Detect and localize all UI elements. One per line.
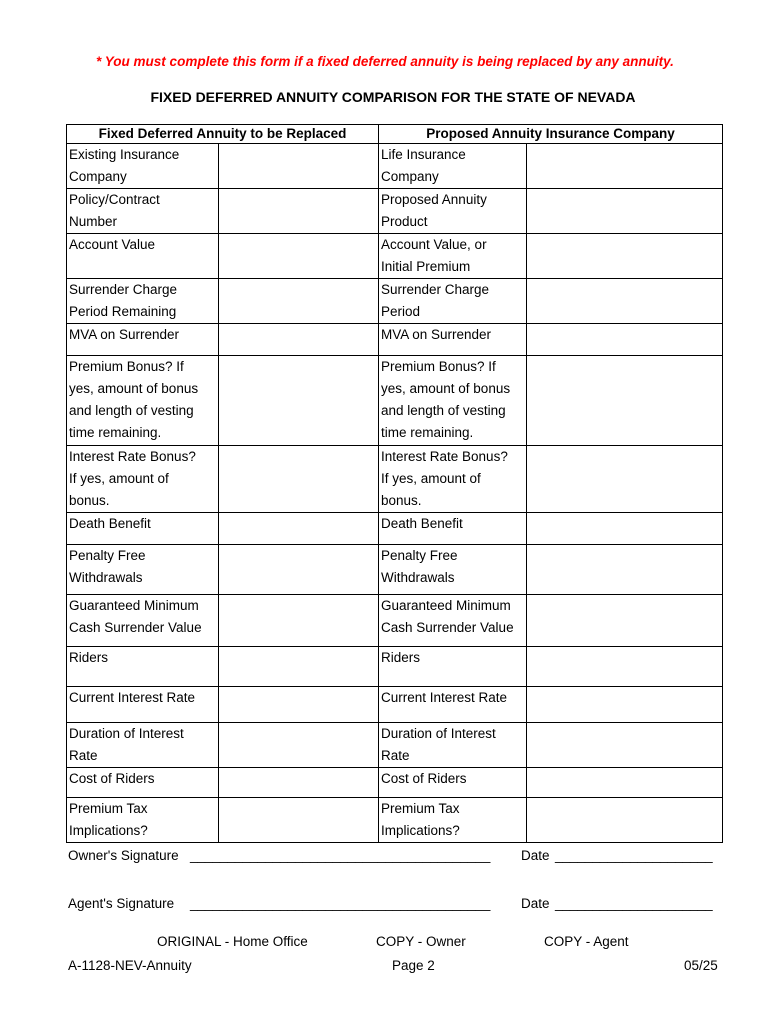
left-label-text: Account Value xyxy=(69,237,156,252)
right-row-label xyxy=(379,356,527,446)
right-entry-field[interactable] xyxy=(527,356,723,446)
right-label-text: Riders xyxy=(381,650,421,665)
left-entry-field[interactable] xyxy=(219,595,379,647)
right-entry-field[interactable] xyxy=(527,234,723,279)
left-label-text: Guaranteed Minimum Cash Surrender Value xyxy=(69,598,202,635)
replacement-notice: * You must complete this form if a fixed deferred annuity is being replaced by any annuity. xyxy=(96,54,674,69)
left-row-label xyxy=(67,687,219,723)
right-entry-field[interactable] xyxy=(527,687,723,723)
left-entry-field[interactable] xyxy=(219,687,379,723)
left-row-label xyxy=(67,647,219,687)
table-row xyxy=(67,446,723,513)
right-row-label xyxy=(379,723,527,768)
table-row xyxy=(67,234,723,279)
distribution-original: ORIGINAL - Home Office xyxy=(157,934,308,949)
right-row-label xyxy=(379,144,527,189)
right-entry-field[interactable] xyxy=(527,144,723,189)
left-label-text: Existing Insurance Company xyxy=(69,147,180,184)
left-entry-field[interactable] xyxy=(219,234,379,279)
table-row xyxy=(67,595,723,647)
right-entry-field[interactable] xyxy=(527,189,723,234)
left-entry-field[interactable] xyxy=(219,768,379,798)
table-row xyxy=(67,647,723,687)
agent-signature-field[interactable]: ________________________________________ xyxy=(190,896,491,911)
agent-date-label: Date xyxy=(521,896,550,911)
left-entry-field[interactable] xyxy=(219,356,379,446)
table-row xyxy=(67,324,723,356)
right-entry-field[interactable] xyxy=(527,513,723,545)
left-label-text: Current Interest Rate xyxy=(69,690,196,705)
right-label-text: Life Insurance Company xyxy=(381,147,466,184)
right-label-text: Current Interest Rate xyxy=(381,690,508,705)
owner-signature-label: Owner's Signature xyxy=(68,848,179,863)
right-row-label xyxy=(379,513,527,545)
left-label-text: MVA on Surrender xyxy=(69,327,180,342)
left-entry-field[interactable] xyxy=(219,513,379,545)
right-entry-field[interactable] xyxy=(527,768,723,798)
right-row-label xyxy=(379,545,527,595)
right-label-text: Penalty Free Withdrawals xyxy=(381,548,458,585)
right-row-label xyxy=(379,279,527,324)
left-label-text: Premium Tax Implications? xyxy=(69,801,148,838)
right-row-label xyxy=(379,647,527,687)
right-label-text: Surrender Charge Period xyxy=(381,282,490,319)
right-row-label xyxy=(379,798,527,843)
table-row xyxy=(67,798,723,843)
right-row-label xyxy=(379,234,527,279)
right-entry-field[interactable] xyxy=(527,798,723,843)
agent-signature-label: Agent's Signature xyxy=(68,896,175,911)
left-entry-field[interactable] xyxy=(219,324,379,356)
left-row-label xyxy=(67,234,219,279)
left-entry-field[interactable] xyxy=(219,189,379,234)
left-row-label xyxy=(67,595,219,647)
right-label-text: Guaranteed Minimum Cash Surrender Value xyxy=(381,598,514,635)
left-entry-field[interactable] xyxy=(219,647,379,687)
right-entry-field[interactable] xyxy=(527,545,723,595)
left-entry-field[interactable] xyxy=(219,798,379,843)
table-row xyxy=(67,356,723,446)
form-number: A-1128-NEV-Annuity xyxy=(68,958,192,973)
left-row-label xyxy=(67,446,219,513)
page-title: FIXED DEFERRED ANNUITY COMPARISON FOR THE STATE OF NEVADA xyxy=(150,89,636,105)
right-label-text: Proposed Annuity Product xyxy=(381,192,487,229)
left-row-label xyxy=(67,545,219,595)
right-label-text: Death Benefit xyxy=(381,516,463,531)
right-row-label xyxy=(379,595,527,647)
right-entry-field[interactable] xyxy=(527,647,723,687)
left-column-header: Fixed Deferred Annuity to be Replaced xyxy=(67,125,379,144)
left-entry-field[interactable] xyxy=(219,545,379,595)
left-label-text: Duration of Interest Rate xyxy=(69,726,184,763)
distribution-copy-owner: COPY - Owner xyxy=(376,934,466,949)
right-label-text: Duration of Interest Rate xyxy=(381,726,496,763)
left-label-text: Death Benefit xyxy=(69,516,151,531)
left-label-text: Policy/Contract Number xyxy=(69,192,160,229)
right-row-label xyxy=(379,189,527,234)
left-row-label xyxy=(67,324,219,356)
left-entry-field[interactable] xyxy=(219,279,379,324)
distribution-copy-agent: COPY - Agent xyxy=(544,934,629,949)
right-row-label xyxy=(379,687,527,723)
right-row-label xyxy=(379,446,527,513)
table-row xyxy=(67,279,723,324)
left-label-text: Interest Rate Bonus? If yes, amount of bonus. xyxy=(69,449,196,508)
left-label-text: Premium Bonus? If yes, amount of bonus and length of vesting time remaining. xyxy=(69,359,199,440)
revision-date: 05/25 xyxy=(684,958,718,973)
table-row xyxy=(67,768,723,798)
left-row-label xyxy=(67,723,219,768)
right-column-header: Proposed Annuity Insurance Company xyxy=(379,125,723,144)
table-row xyxy=(67,687,723,723)
table-row xyxy=(67,545,723,595)
left-entry-field[interactable] xyxy=(219,446,379,513)
right-entry-field[interactable] xyxy=(527,279,723,324)
owner-signature-field[interactable]: ________________________________________ xyxy=(190,848,491,863)
comparison-table xyxy=(66,124,723,843)
right-entry-field[interactable] xyxy=(527,595,723,647)
agent-date-field[interactable]: _____________________ xyxy=(555,896,713,911)
left-label-text: Cost of Riders xyxy=(69,771,155,786)
table-row xyxy=(67,723,723,768)
right-row-label xyxy=(379,768,527,798)
owner-date-label: Date xyxy=(521,848,550,863)
table-row xyxy=(67,144,723,189)
left-row-label xyxy=(67,144,219,189)
right-entry-field[interactable] xyxy=(527,324,723,356)
left-label-text: Riders xyxy=(69,650,109,665)
right-label-text: Premium Bonus? If yes, amount of bonus and length of vesting time remaining. xyxy=(381,359,511,440)
left-row-label xyxy=(67,768,219,798)
right-entry-field[interactable] xyxy=(527,723,723,768)
right-entry-field[interactable] xyxy=(527,446,723,513)
right-row-label xyxy=(379,324,527,356)
left-label-text: Penalty Free Withdrawals xyxy=(69,548,146,585)
left-row-label xyxy=(67,279,219,324)
left-row-label xyxy=(67,189,219,234)
left-entry-field[interactable] xyxy=(219,144,379,189)
page-number: Page 2 xyxy=(392,958,435,973)
left-label-text: Surrender Charge Period Remaining xyxy=(69,282,178,319)
table-row xyxy=(67,189,723,234)
left-row-label xyxy=(67,798,219,843)
owner-date-field[interactable]: _____________________ xyxy=(555,848,713,863)
left-row-label xyxy=(67,513,219,545)
right-label-text: Account Value, or Initial Premium xyxy=(381,237,487,274)
table-row xyxy=(67,513,723,545)
right-label-text: Cost of Riders xyxy=(381,771,467,786)
left-entry-field[interactable] xyxy=(219,723,379,768)
left-row-label xyxy=(67,356,219,446)
right-label-text: Interest Rate Bonus? If yes, amount of bonus. xyxy=(381,449,508,508)
right-label-text: Premium Tax Implications? xyxy=(381,801,460,838)
right-label-text: MVA on Surrender xyxy=(381,327,492,342)
